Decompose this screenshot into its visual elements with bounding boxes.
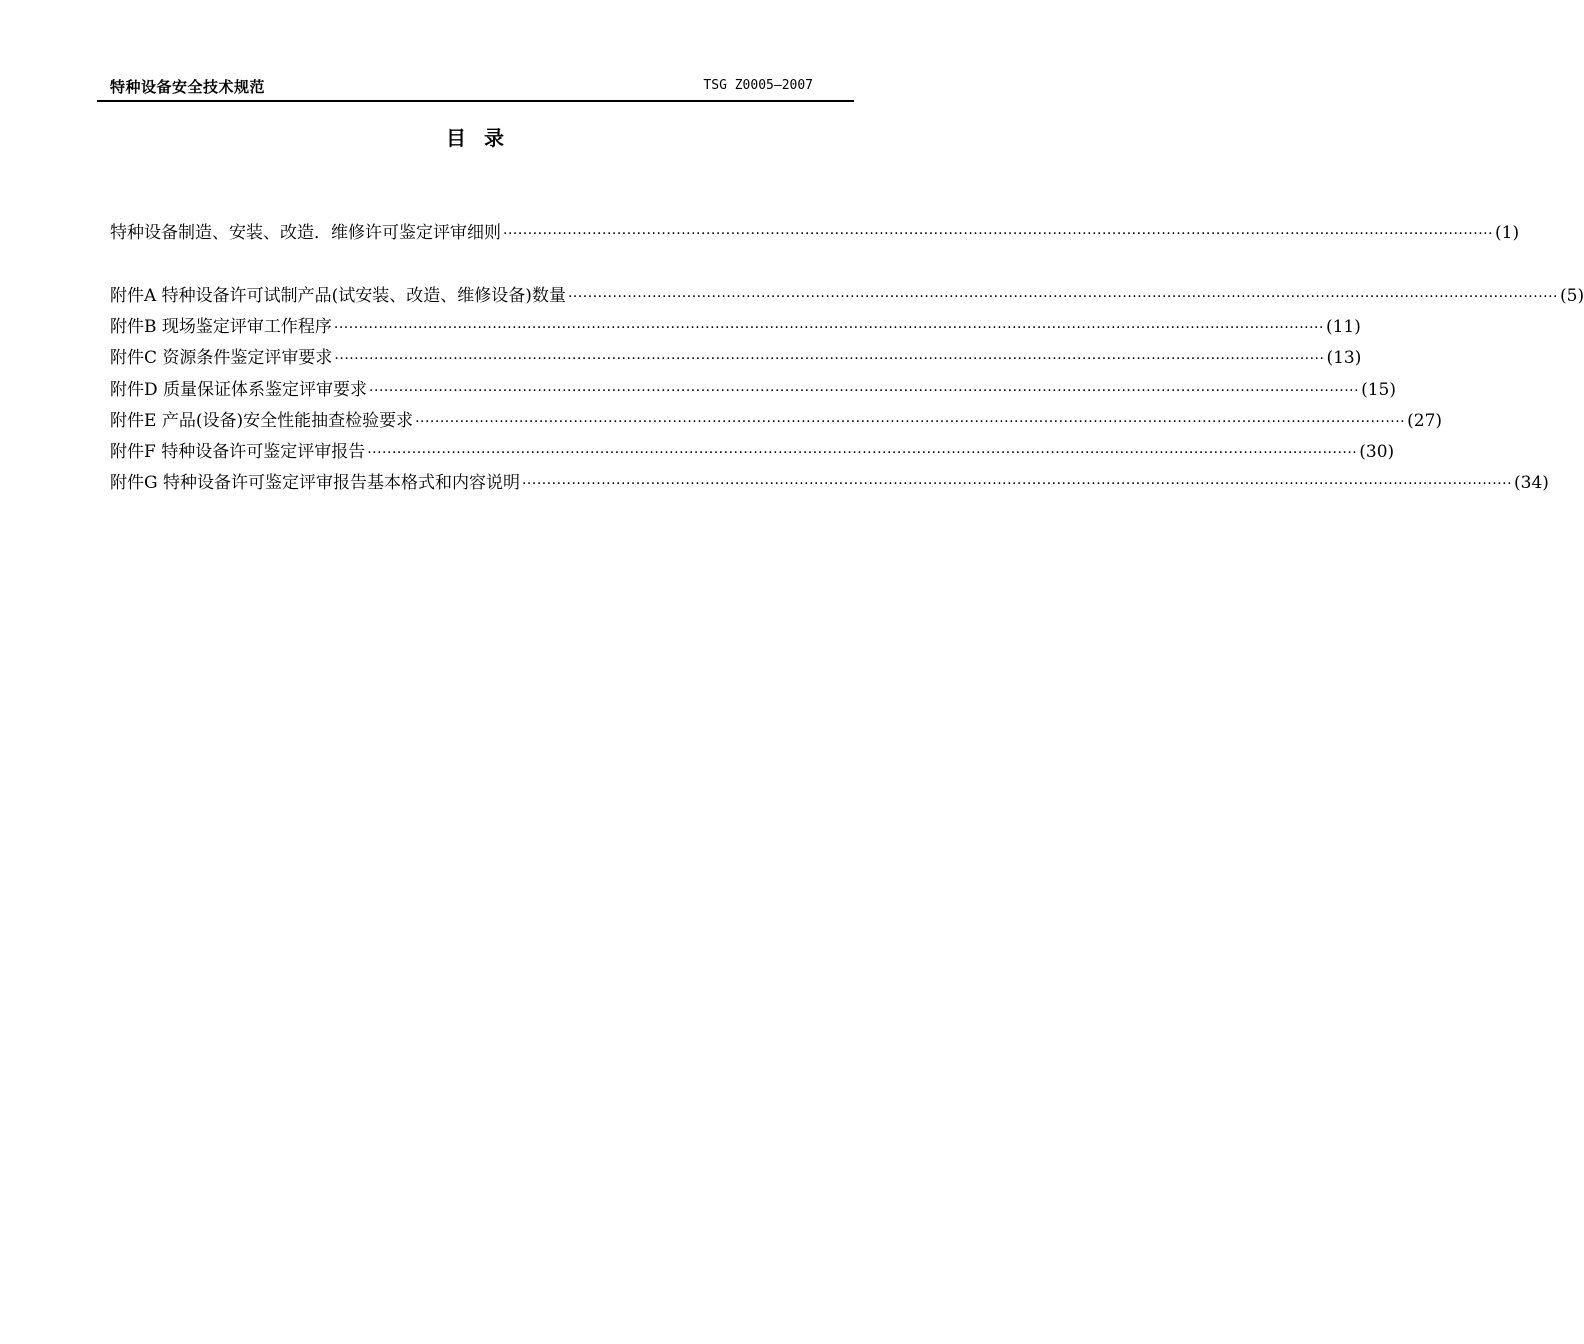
toc-entry-page: (15) (1361, 380, 1396, 400)
toc-entry-appendix-e[interactable] (110, 406, 1443, 431)
toc-entry-page: (1) (1495, 223, 1520, 243)
toc-entry-label: 附件D 质量保证体系鉴定评审要求 (110, 380, 368, 400)
toc-entry-page: (30) (1359, 442, 1395, 462)
toc-entry-page: (13) (1326, 348, 1362, 368)
toc-leader-dots: ········································································································································································································ (333, 320, 1324, 336)
toc-entry-label: 附件B 现场鉴定评审工作程序 (110, 317, 332, 337)
toc-entry-appendix-f[interactable] (110, 437, 1395, 462)
toc-leader-dots: ········································································································································································································ (334, 351, 1325, 367)
toc-entry-page: (5) (1560, 286, 1584, 306)
toc-entry-page: (27) (1407, 411, 1443, 431)
toc-leader-dots: ········································································································································································································ (521, 476, 1513, 492)
toc-entry-appendix-g[interactable] (110, 468, 1549, 493)
toc-leader-dots: ········································································································································································································ (415, 414, 1406, 430)
toc-leader-dots: ········································································································································································································ (503, 226, 1494, 242)
page-title: 目录 (446, 126, 522, 150)
toc-entry-page: (11) (1325, 317, 1361, 337)
header-doc-code: TSG Z0005—2007 (703, 78, 813, 93)
toc-entry-label: 特种设备制造、安装、改造．维修许可鉴定评审细则 (110, 223, 501, 243)
toc-leader-dots: ········································································································································································································ (369, 383, 1360, 399)
toc-entry-page: (34) (1514, 473, 1549, 493)
toc-leader-dots: ········································································································································································································ (367, 445, 1358, 461)
toc-entry-label: 附件E 产品(设备)安全性能抽查检验要求 (110, 411, 414, 431)
header-doc-category: 特种设备安全技术规范 (110, 78, 266, 96)
toc-entry-appendix-d[interactable] (110, 375, 1396, 400)
page-header (97, 74, 854, 102)
toc-entry-label: 附件C 资源条件鉴定评审要求 (110, 348, 333, 368)
toc-entry-appendix-a[interactable] (110, 281, 1584, 306)
toc-entry-main[interactable] (110, 218, 1520, 243)
toc-entry-label: 附件A 特种设备许可试制产品(试安装、改造、维修设备)数量 (110, 286, 566, 306)
toc-entry-appendix-b[interactable] (110, 312, 1361, 337)
toc-entry-label: 附件G 特种设备许可鉴定评审报告基本格式和内容说明 (110, 473, 520, 493)
toc-leader-dots: ········································································································································································································ (567, 289, 1558, 305)
toc-entry-label: 附件F 特种设备许可鉴定评审报告 (110, 442, 366, 462)
toc-entry-appendix-c[interactable] (110, 343, 1362, 368)
